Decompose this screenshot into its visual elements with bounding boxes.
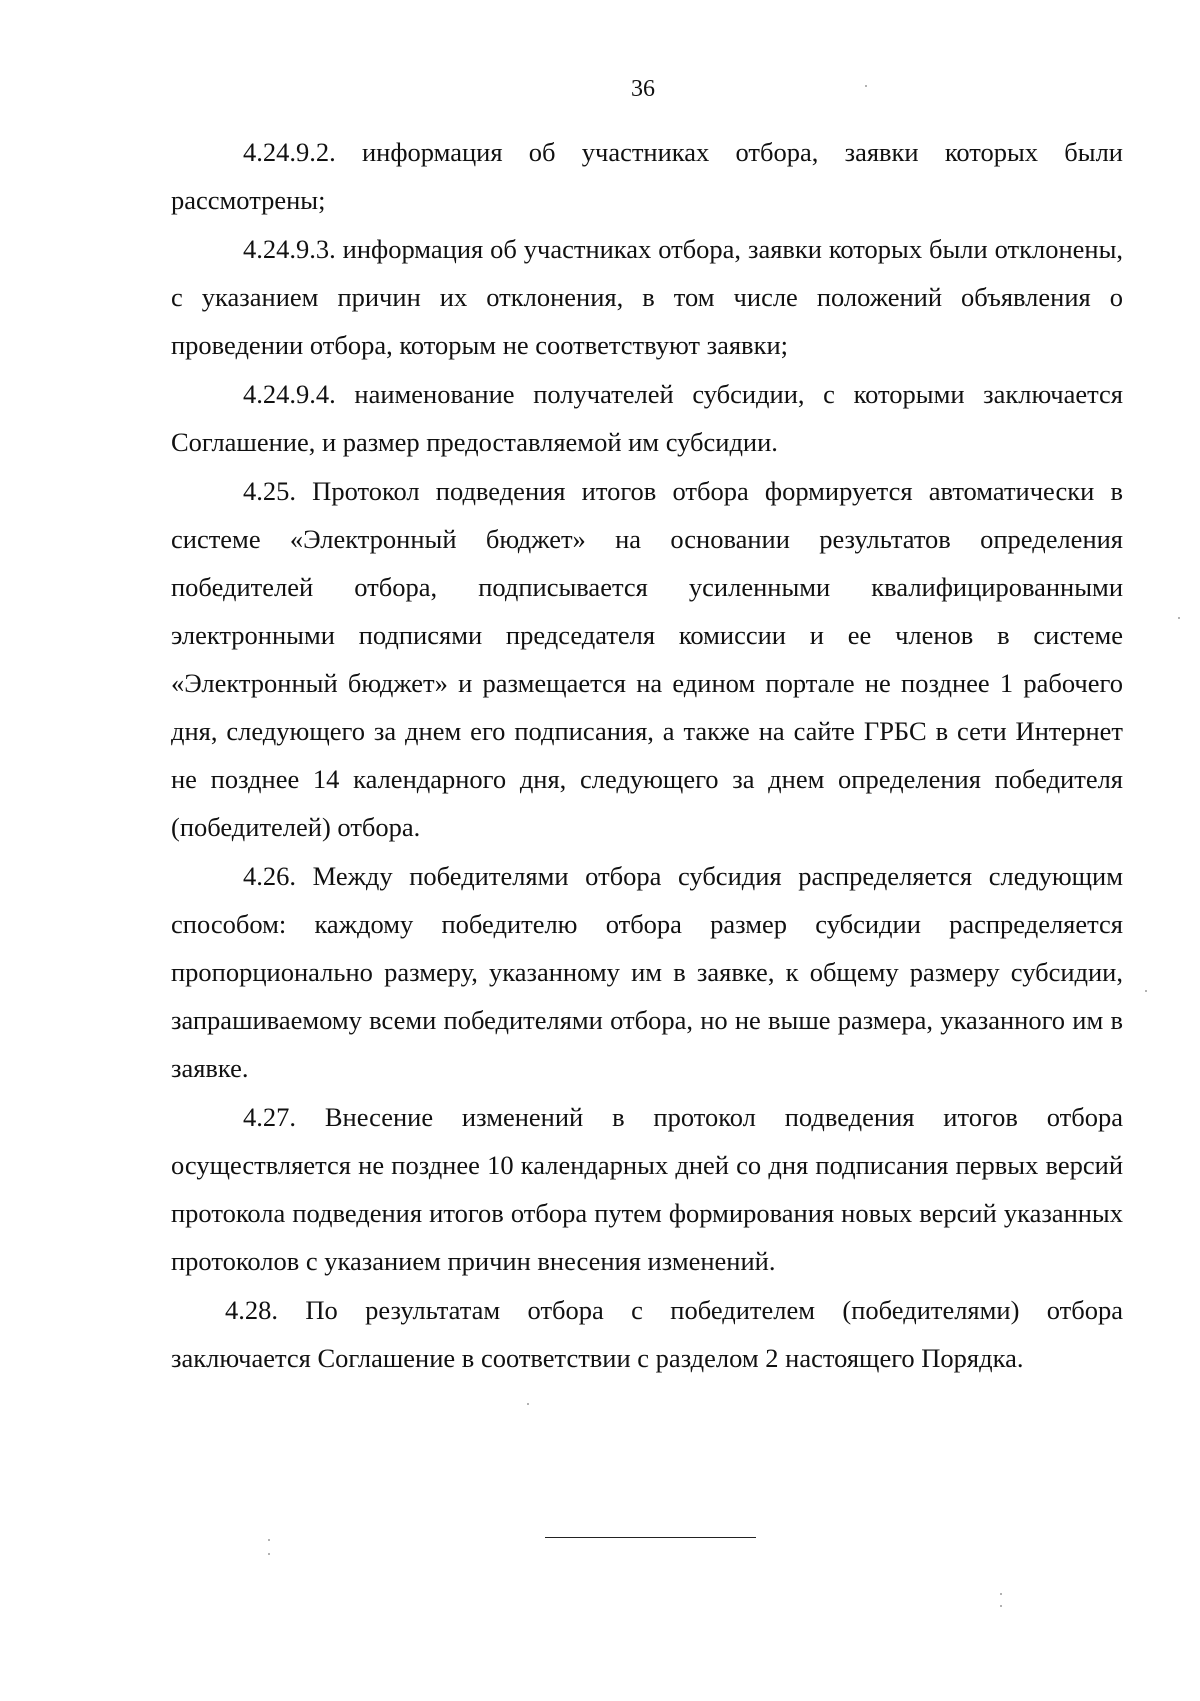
paragraph-4-26: 4.26. Между победителями отбора субсидия распределяется следующим способом: каждому победителю отбора размер субсидии распределяется пропорционально размеру, указанному им в заявке, к общему размеру субсидии, запрашиваемому всеми победителями отбора, но не выше размера, указанного им в заявке. <box>171 861 1123 1083</box>
document-body <box>171 128 1123 1383</box>
paragraph-4-28: 4.28. По результатам отбора с победителем (победителями) отбора заключается Соглашение в соответствии с разделом 2 настоящего Порядка. <box>171 1295 1123 1373</box>
paragraph-4-24-9-2: 4.24.9.2. информация об участниках отбора, заявки которых были рассмотрены; <box>171 137 1123 215</box>
scan-speck <box>1000 1593 1002 1595</box>
scan-speck <box>527 1403 529 1405</box>
scan-speck <box>268 1539 270 1541</box>
closing-rule <box>545 1537 756 1538</box>
paragraph-4-25: 4.25. Протокол подведения итогов отбора формируется автоматически в системе «Электронный бюджет» на основании результатов определения победителей отбора, подписывается усиленными квалифицированными электронными подписями председателя комиссии и ее членов в системе «Электронный бюджет» и размещается на едином портале не позднее 1 рабочего дня, следующего за днем его подписания, а также на сайте ГРБС в сети Интернет не позднее 14 календарного дня, следующего за днем определения победителя (победителей) отбора. <box>171 476 1123 842</box>
paragraph-4-27: 4.27. Внесение изменений в протокол подведения итогов отбора осуществляется не позднее 10 календарных дней со дня подписания первых версий протокола подведения итогов отбора путем формирования новых версий указанных протоколов с указанием причин внесения изменений. <box>171 1102 1123 1276</box>
scan-speck <box>1178 617 1180 619</box>
scan-speck <box>1000 1605 1002 1607</box>
page-number: 36 <box>631 76 655 102</box>
scan-speck <box>865 85 867 87</box>
scan-speck <box>1145 990 1147 992</box>
paragraph-4-24-9-3: 4.24.9.3. информация об участниках отбора, заявки которых были отклонены, с указанием причин их отклонения, в том числе положений объявления о проведении отбора, которым не соответствуют заявки; <box>171 234 1123 360</box>
paragraph-4-24-9-4: 4.24.9.4. наименование получателей субсидии, с которыми заключается Соглашение, и размер предоставляемой им субсидии. <box>171 379 1123 457</box>
scan-speck <box>268 1553 270 1555</box>
